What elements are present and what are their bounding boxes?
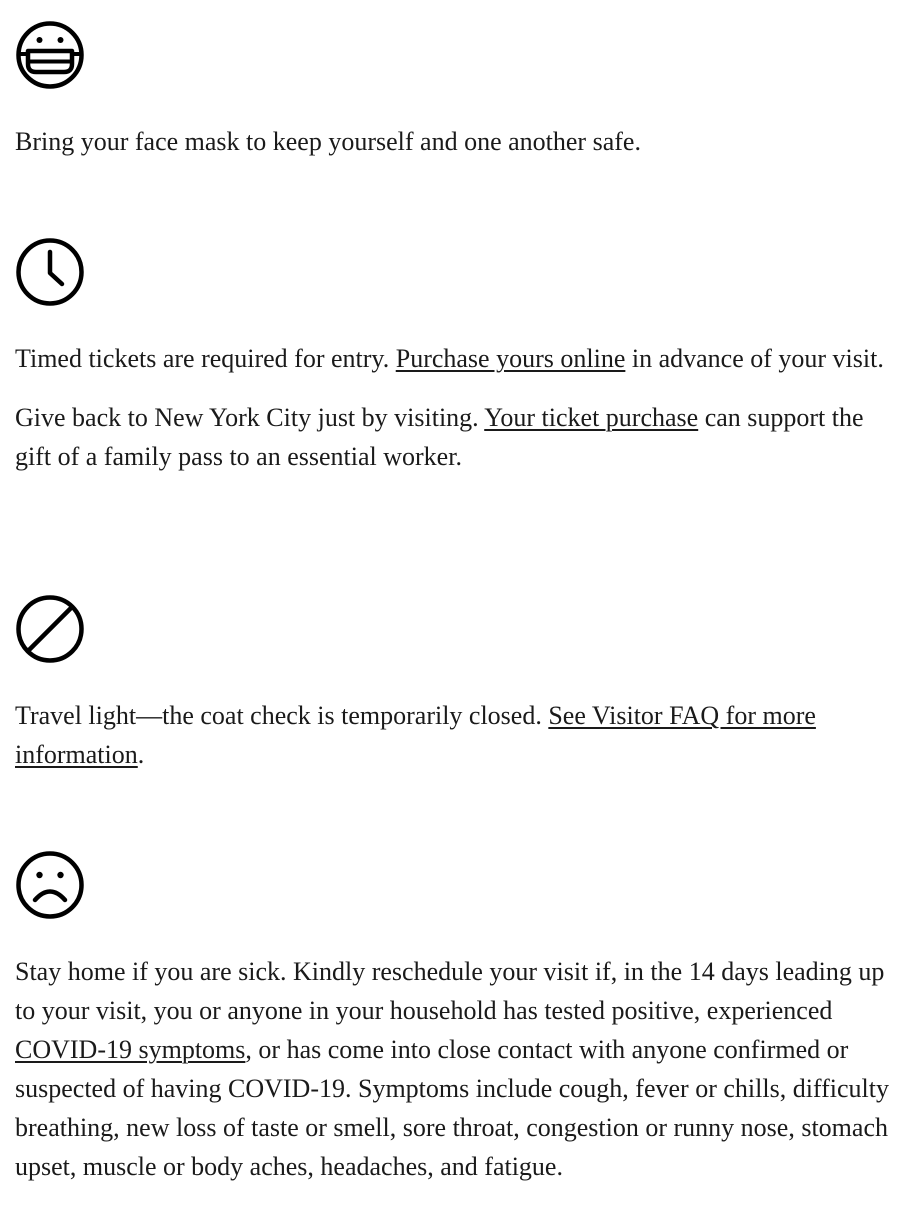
guideline-coat-check [15,594,895,774]
guideline-text: Travel light—the coat check is temporarily closed. See Visitor FAQ for more information. [15,701,816,769]
prohibited-icon [15,594,85,664]
guideline-face-mask [15,20,895,161]
guideline-text: Give back to New York City just by visiting. Your ticket purchase can support the gift of a family pass to an essential worker. [15,403,864,471]
purchase-online-link[interactable]: Purchase yours online [395,344,626,373]
guideline-text: Stay home if you are sick. Kindly reschedule your visit if, in the 14 days leading up to your visit, you or anyone in your household has tested positive, experienced COVID-19 symptoms, or has come into close contact with anyone confirmed or suspected of having COVID-19. Symptoms include cough, fever or chills, difficulty breathing, new loss of taste or smell, sore throat, congestion or runny nose, stomach upset, muscle or body aches, headaches, and fatigue. [15,957,889,1181]
guideline-timed-tickets [15,237,895,476]
visitor-faq-link[interactable]: See Visitor FAQ for more information [15,701,816,769]
covid-symptoms-link[interactable]: COVID-19 symptoms [15,1035,246,1064]
clock-icon [15,237,85,307]
ticket-purchase-link[interactable]: Your ticket purchase [484,403,699,432]
guideline-text: Bring your face mask to keep yourself and one another safe. [15,127,641,156]
face-mask-icon [15,20,85,90]
guideline-text: Timed tickets are required for entry. Purchase yours online in advance of your visit. [15,344,884,373]
guideline-stay-home [15,850,895,1186]
sad-face-icon [15,850,85,920]
